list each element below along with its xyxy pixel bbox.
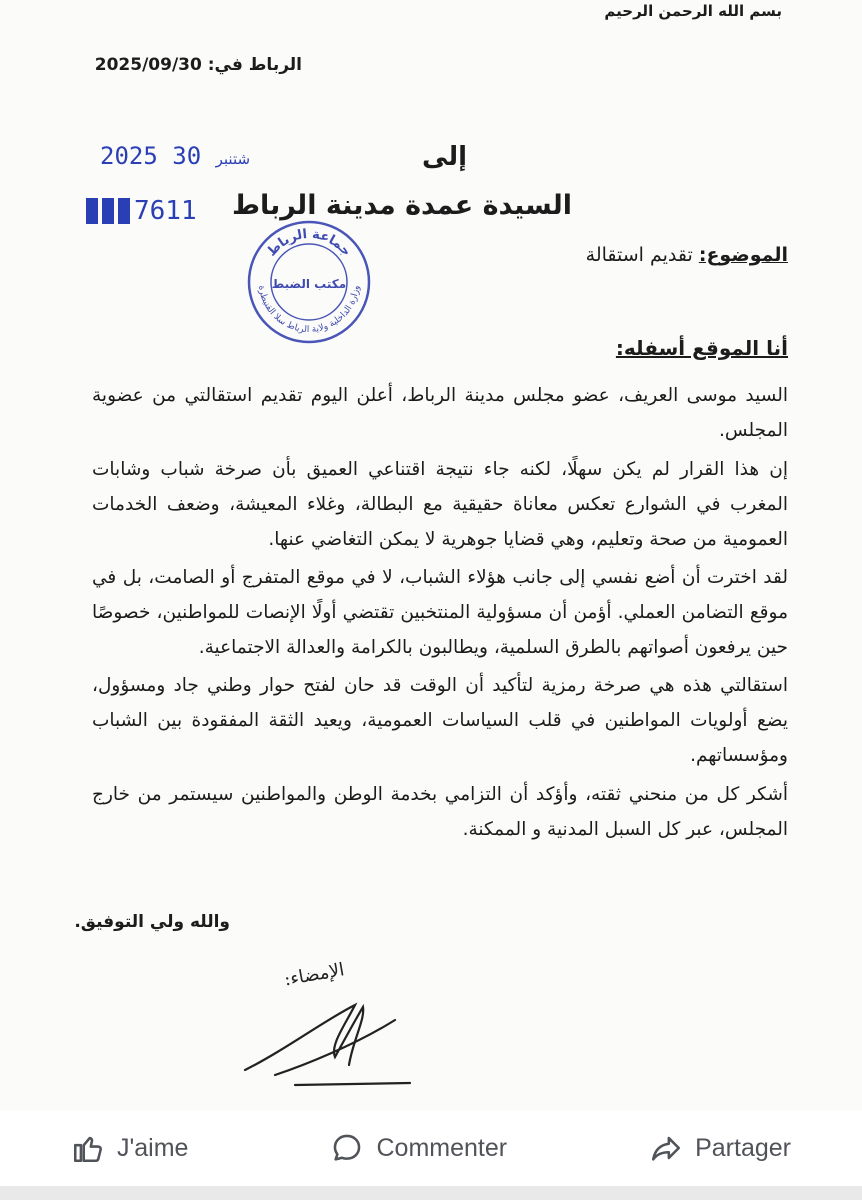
body-paragraph: أشكر كل من منحني ثقته، وأؤكد أن التزامي بخدمة الوطن والمواطنين سيستمر من خارج المجلس، عبر كل السبل المدنية و الممكنة. <box>92 784 788 840</box>
stamp-day: 30 <box>172 142 202 170</box>
social-action-bar <box>0 1110 862 1186</box>
like-label: J'aime <box>117 1133 189 1162</box>
stamp-ink-block <box>118 198 130 224</box>
handwritten-signature <box>235 945 415 1095</box>
comment-button[interactable] <box>330 1131 507 1165</box>
stamp-number <box>86 196 197 226</box>
body-paragraph: إن هذا القرار لم يكن سهلًا، لكنه جاء نتيجة اقتناعي العميق بأن صرخة شباب وشابات المغرب في الشوارع تعكس معاناة حقيقية مع البطالة، وغلاء المعيشة، وضعف الخدمات العمومية من صحة وتعليم، وهي قضايا جوهرية لا يمكن التغاضي عنها. <box>92 459 788 550</box>
recipient: السيدة عمدة مدينة الرباط <box>231 190 572 221</box>
bismillah-header: بسم الله الرحمن الرحيم <box>604 2 782 20</box>
closing-line: والله ولي التوفيق. <box>74 912 230 932</box>
stamp-date <box>100 142 250 170</box>
body-paragraph: السيد موسى العريف، عضو مجلس مدينة الرباط، أعلن اليوم تقديم استقالتي من عضوية المجلس. <box>92 385 788 441</box>
body-paragraph: استقالتي هذه هي صرخة رمزية لتأكيد أن الوقت قد حان لفتح حوار وطني جاد ومسؤول، يضع أولويات المواطنين في قلب السياسات العمومية، ويعيد الثقة المفقودة بين الشباب ومؤسساتهم. <box>92 675 788 766</box>
thumbs-up-icon <box>71 1131 105 1165</box>
stamp-year: 2025 <box>100 142 158 170</box>
share-label: Partager <box>695 1133 791 1162</box>
office-seal-stamp <box>245 218 373 346</box>
share-button[interactable] <box>649 1131 791 1165</box>
seal-center-text: مكتب الضبط <box>271 277 347 291</box>
signature-note: الإمضاء: <box>282 959 346 991</box>
seal-bottom-text: وزارة الداخلية ولاية الرباط سلا القنيطرة <box>256 284 362 336</box>
comment-label: Commenter <box>376 1133 508 1162</box>
stamp-ink-block <box>102 198 114 224</box>
subject-label: الموضوع: <box>698 244 788 266</box>
date-line: الرباط في: 2025/09/30 <box>94 55 302 75</box>
stamp-ink-block <box>86 198 98 224</box>
bottom-divider <box>0 1186 862 1200</box>
seal-top-text: جماعة الرباط <box>264 226 354 260</box>
body-paragraph: لقد اخترت أن أضع نفسي إلى جانب هؤلاء الشباب، لا في موقع المتفرج أو الصامت، بل في موقع التضامن العملي. أؤمن أن مسؤولية المنتخبين تقتضي أولًا الإنصات للمواطنين، خصوصًا حين يرفعون أصواتهم بالطرق السلمية، ويطالبون بالكرامة والعدالة الاجتماعية. <box>92 567 788 658</box>
subject-value: تقديم استقالة <box>585 244 693 266</box>
like-button[interactable] <box>71 1131 188 1165</box>
addressee-to: إلى <box>422 142 467 172</box>
stamp-number-value: 7611 <box>134 196 197 226</box>
share-arrow-icon <box>649 1131 683 1165</box>
signatory-heading: أنا الموقع أسفله: <box>615 336 788 360</box>
comment-bubble-icon <box>330 1131 364 1165</box>
subject-line <box>586 244 788 266</box>
stamp-month: شتنبر <box>215 150 251 168</box>
